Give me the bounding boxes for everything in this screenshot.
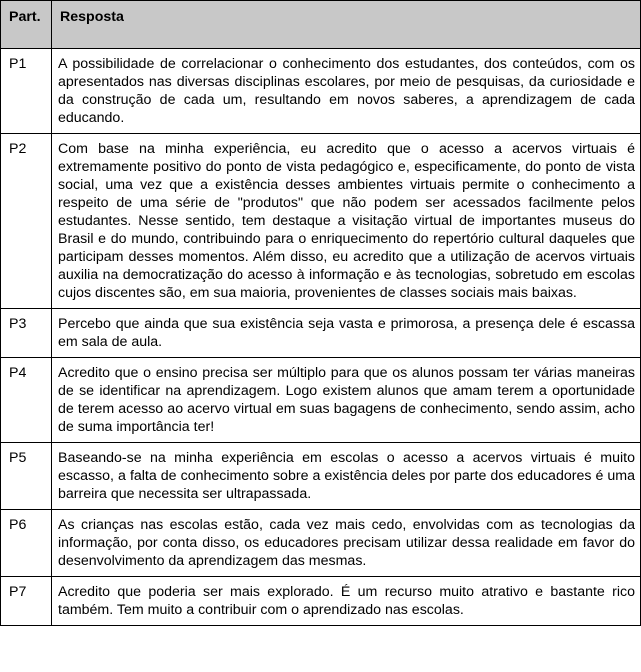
response-text: Baseando-se na minha experiência em escolas o acesso a acervos virtuais é muito escasso, a falta de conhecimento sobre a existência deles por parte dos educadores é uma barreira que necessita ser ultrapassada. bbox=[52, 443, 641, 510]
response-text: As crianças nas escolas estão, cada vez mais cedo, envolvidas com as tecnologias da informação, por conta disso, os educadores precisam utilizar dessa realidade em favor do desenvolvimento da aprendizagem das mesmas. bbox=[52, 510, 641, 577]
participant-id: P2 bbox=[1, 134, 52, 309]
response-text: Com base na minha experiência, eu acredito que o acesso a acervos virtuais é extremamente positivo do ponto de vista pedagógico e, especificamente, do ponto de vista social, uma vez que a existência desses ambientes virtuais permite o conhecimento a respeito de uma série de "produtos" que não podem ser acessados facilmente pelos estudantes. Nesse sentido, tem destaque a visitação virtual de importantes museus do Brasil e do mundo, contribuindo para o enriquecimento do repertório cultural daqueles que participam desses momentos. Além disso, eu acredito que a utilização de acervos virtuais auxilia na democratização do acesso à informação e às tecnologias, sobretudo em escolas cujos discentes são, em sua maioria, provenientes de classes sociais mais baixas. bbox=[52, 134, 641, 309]
participant-id: P1 bbox=[1, 49, 52, 134]
table-row bbox=[1, 358, 641, 443]
header-row bbox=[1, 1, 641, 49]
response-text: Percebo que ainda que sua existência seja vasta e primorosa, a presença dele é escassa em sala de aula. bbox=[52, 309, 641, 358]
participant-id: P6 bbox=[1, 510, 52, 577]
response-text: A possibilidade de correlacionar o conhecimento dos estudantes, dos conteúdos, com os apresentados nas diversas disciplinas escolares, por meio de pesquisas, da curiosidade e da construção de cada um, resultando em novos saberes, a aprendizagem de cada educando. bbox=[52, 49, 641, 134]
response-text: Acredito que poderia ser mais explorado. É um recurso muito atrativo e bastante rico também. Tem muito a contribuir com o aprendizado nas escolas. bbox=[52, 577, 641, 626]
table-row bbox=[1, 577, 641, 626]
participant-id: P4 bbox=[1, 358, 52, 443]
table-row bbox=[1, 309, 641, 358]
table-row bbox=[1, 443, 641, 510]
table-row bbox=[1, 134, 641, 309]
participant-id: P3 bbox=[1, 309, 52, 358]
table-row bbox=[1, 49, 641, 134]
table-row bbox=[1, 510, 641, 577]
header-resposta: Resposta bbox=[52, 1, 641, 49]
participant-id: P5 bbox=[1, 443, 52, 510]
participant-id: P7 bbox=[1, 577, 52, 626]
header-part: Part. bbox=[1, 1, 52, 49]
response-text: Acredito que o ensino precisa ser múltiplo para que os alunos possam ter várias maneiras de se identificar na aprendizagem. Logo existem alunos que amam terem a oportunidade de terem acesso ao acervo virtual em suas bagagens de conhecimento, sendo assim, acho de suma importância ter! bbox=[52, 358, 641, 443]
